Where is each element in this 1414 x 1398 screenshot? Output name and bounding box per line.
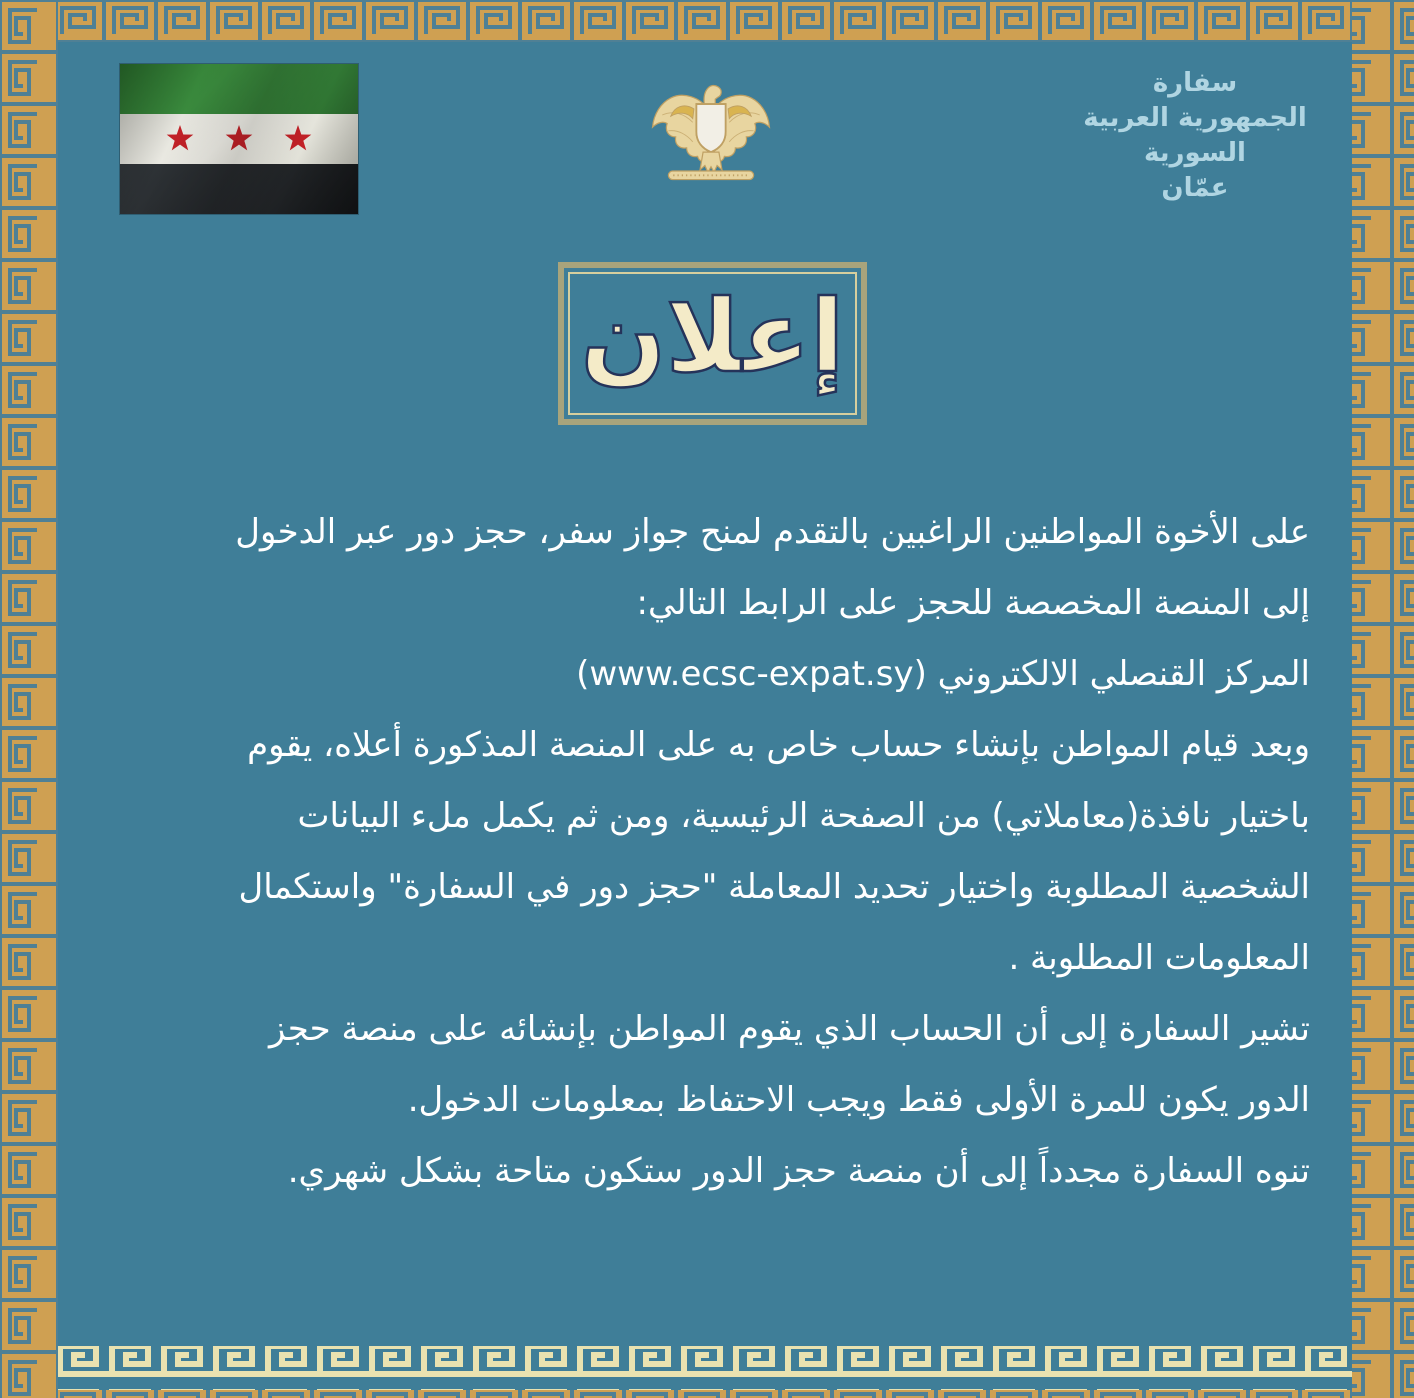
body-line: المعلومات المطلوبة .: [1008, 938, 1310, 978]
body-line: على الأخوة المواطنين الراغبين بالتقدم لمنح جواز سفر، حجز دور عبر الدخول: [235, 512, 1310, 552]
body-line-booking-url: المركز القنصلي الالكتروني (www.ecsc-expat.sy): [576, 654, 1310, 694]
meander-border-bottom: [58, 1346, 1352, 1392]
body-line: الشخصية المطلوبة واختيار تحديد المعاملة "حجز دور في السفارة" واستكمال: [238, 867, 1310, 907]
meander-border-right: [1352, 0, 1414, 1398]
body-line: تنوه السفارة مجدداً إلى أن منصة حجز الدور ستكون متاحة بشكل شهري.: [287, 1151, 1310, 1191]
body-line: باختيار نافذة(معاملاتي) من الصفحة الرئيسية، ومن ثم يكمل ملء البيانات: [297, 796, 1310, 836]
body-line: وبعد قيام المواطن بإنشاء حساب خاص به على المنصة المذكورة أعلاه، يقوم: [247, 725, 1310, 765]
meander-border-bottom-edge: [0, 1390, 1414, 1398]
embassy-title-line1: سفارة: [1152, 68, 1238, 98]
embassy-title: [1030, 66, 1360, 206]
meander-border-left: [0, 0, 58, 1398]
announcement-title: إعلان: [580, 277, 845, 395]
body-line: إلى المنصة المخصصة للحجز على الرابط التالي:: [636, 583, 1310, 623]
syrian-eagle-emblem-icon: [644, 70, 778, 188]
body-line: تشير السفارة إلى أن الحساب الذي يقوم المواطن بإنشائه على منصة حجز: [268, 1009, 1310, 1049]
embassy-title-line2: الجمهورية العربية السورية: [1083, 103, 1307, 168]
body-line: الدور يكون للمرة الأولى فقط ويجب الاحتفاظ بمعلومات الدخول.: [407, 1080, 1310, 1120]
syrian-revolution-flag: [120, 64, 358, 214]
announcement-box: [558, 262, 867, 425]
meander-border-top: [0, 0, 1414, 42]
embassy-title-line3: عمّان: [1161, 173, 1229, 203]
announcement-body: [100, 497, 1310, 1207]
flag-fabric-shading: [120, 64, 358, 214]
